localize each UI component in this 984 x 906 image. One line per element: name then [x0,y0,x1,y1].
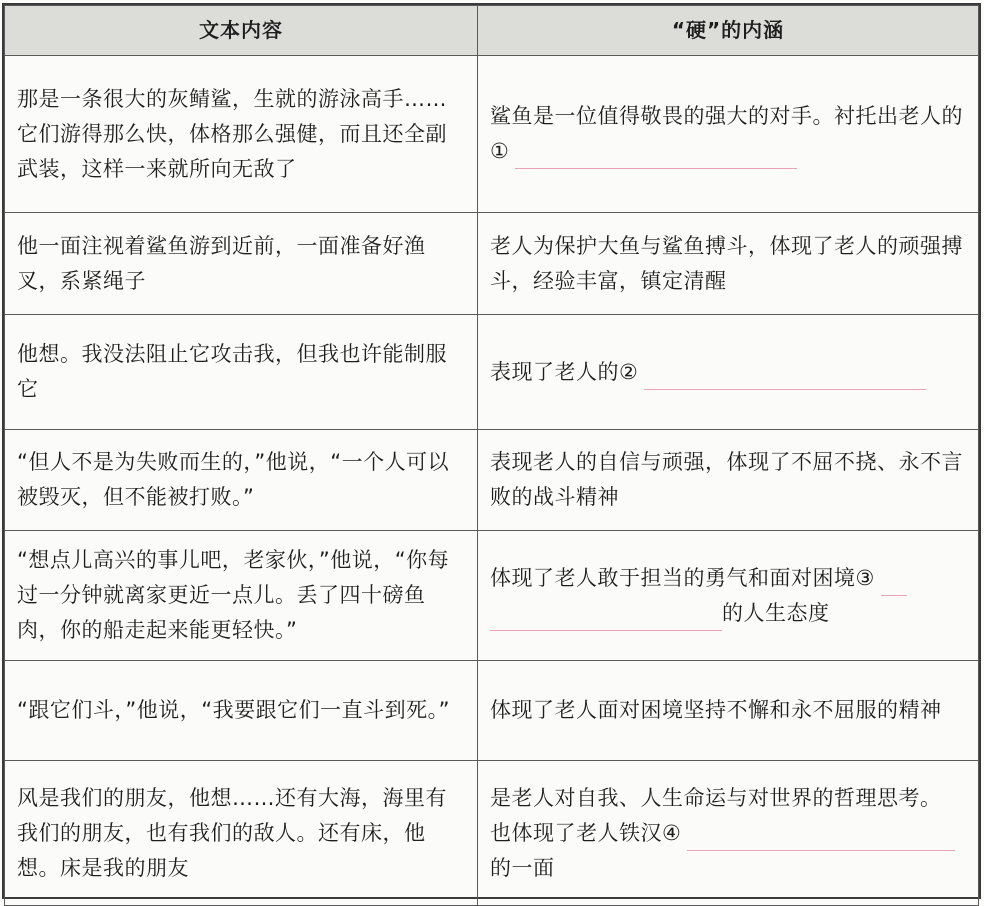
table-row [5,661,979,761]
table-row [5,761,979,906]
table-row [5,315,979,430]
blank-4-line[interactable] [687,824,955,851]
row-3-text: 他想。我没法阻止它攻击我，但我也许能制服它 [5,315,478,430]
worksheet-table-container [2,3,981,899]
table-row [5,531,979,661]
row-4-meaning: 表现老人的自信与顽强，体现了不屈不挠、永不言败的战斗精神 [478,430,979,531]
row-7-meaning-tail: 的一面 [490,855,555,880]
table-row [5,430,979,531]
row-2-meaning: 老人为保护大鱼与鲨鱼搏斗，体现了老人的顽强搏斗，经验丰富，镇定清醒 [478,213,979,315]
row-7-text: 风是我们的朋友，他想……还有大海，海里有我们的朋友，也有我们的敌人。还有床，他想。床是我的朋友 [5,761,478,906]
row-7-meaning [478,761,979,906]
row-2-text: 他一面注视着鲨鱼游到近前，一面准备好渔叉，系紧绳子 [5,213,478,315]
row-6-meaning: 体现了老人面对困境坚持不懈和永不屈服的精神 [478,661,979,761]
row-3-meaning [478,315,979,430]
row-1-text: 那是一条很大的灰鲭鲨，生就的游泳高手……它们游得那么快，体格那么强健，而且还全副武装，这样一来就所向无敌了 [5,56,478,213]
row-1-meaning-text: 鲨鱼是一位值得敬畏的强大的对手。衬托出老人的① [490,104,963,163]
table-row [5,213,979,315]
blank-3-line-end[interactable] [490,604,722,631]
blank-3-line-start[interactable] [881,569,907,596]
blank-1-line[interactable] [515,142,797,169]
table-header-row [5,6,979,56]
blank-2-line[interactable] [644,363,926,390]
header-meaning: “硬”的内涵 [478,6,979,56]
analysis-table [4,5,979,906]
row-3-meaning-text: 表现了老人的② [490,359,639,384]
row-4-text: “但人不是为失败而生的，”他说，“一个人可以被毁灭，但不能被打败。” [5,430,478,531]
row-5-meaning-text: 体现了老人敢于担当的勇气和面对困境③ [490,565,875,590]
header-text-content: 文本内容 [5,6,478,56]
row-1-meaning [478,56,979,213]
row-7-meaning-line1: 是老人对自我、人生命运与对世界的哲理思考。 [490,785,942,810]
row-6-text: “跟它们斗，”他说，“我要跟它们一直斗到死。” [5,661,478,761]
row-5-meaning-tail: 的人生态度 [722,600,830,625]
row-5-meaning [478,531,979,661]
table-row [5,56,979,213]
row-5-text: “想点儿高兴的事儿吧，老家伙，”他说，“你每过一分钟就离家更近一点儿。丢了四十磅鱼肉，你的船走起来能更轻快。” [5,531,478,661]
row-7-meaning-text: 也体现了老人铁汉④ [490,820,682,845]
